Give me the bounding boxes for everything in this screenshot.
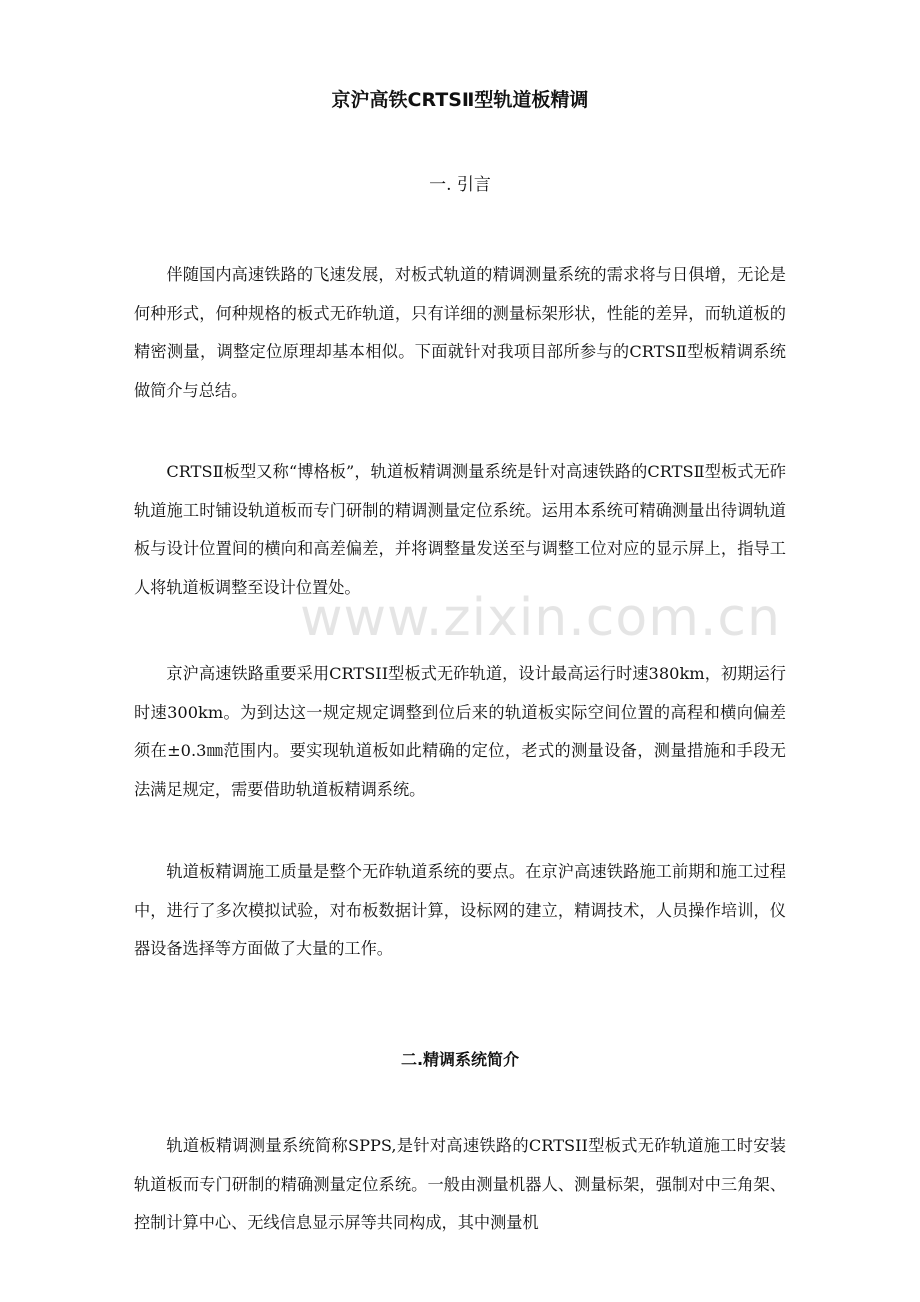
paragraph: 轨道板精调测量系统简称SPPS,是针对高速铁路的CRTSII型板式无砟轨道施工时安装轨道板而专门研制的精确测量定位系统。一般由测量机器人、测量标架，强制对中三角架、控制计算中心、无线信息显示屏等共同构成，其中测量机 <box>134 1136 786 1233</box>
section-heading-system-overview: 二.精调系统简介 <box>400 1050 520 1069</box>
section-heading-introduction: 一. 引言 <box>429 175 491 195</box>
paragraph: 伴随国内高速铁路的飞速发展，对板式轨道的精调测量系统的需求将与日俱增，无论是何种形式，何种规格的板式无砟轨道，只有详细的测量标架形状，性能的差异，而轨道板的精密测量，调整定位原理却基本相似。下面就针对我项目部所参与的CRTSⅡ型板精调系统做简介与总结。 <box>134 265 786 400</box>
paragraph: CRTSⅡ板型又称“博格板”，轨道板精调测量系统是针对高速铁路的CRTSⅡ型板式无砟轨道施工时铺设轨道板而专门研制的精调测量定位系统。运用本系统可精确测量出待调轨道板与设计位置间的横向和高差偏差，并将调整量发送至与调整工位对应的显示屏上，指导工人将轨道板调整至设计位置处。 <box>134 462 786 597</box>
watermark: www.zixin.com.cn <box>300 588 781 648</box>
paragraph: 轨道板精调施工质量是整个无砟轨道系统的要点。在京沪高速铁路施工前期和施工过程中，进行了多次模拟试验，对布板数据计算，设标网的建立，精调技术，人员操作培训，仪器设备选择等方面做了大量的工作。 <box>134 862 786 959</box>
document-title: 京沪高铁CRTSⅡ型轨道板精调 <box>331 89 589 111</box>
paragraph: 京沪高速铁路重要采用CRTSII型板式无砟轨道，设计最高运行时速380km，初期运行时速300km。为到达这一规定规定调整到位后来的轨道板实际空间位置的高程和横向偏差须在±0.3㎜范围内。要实现轨道板如此精确的定位，老式的测量设备，测量措施和手段无法满足规定，需要借助轨道板精调系统。 <box>134 664 786 799</box>
